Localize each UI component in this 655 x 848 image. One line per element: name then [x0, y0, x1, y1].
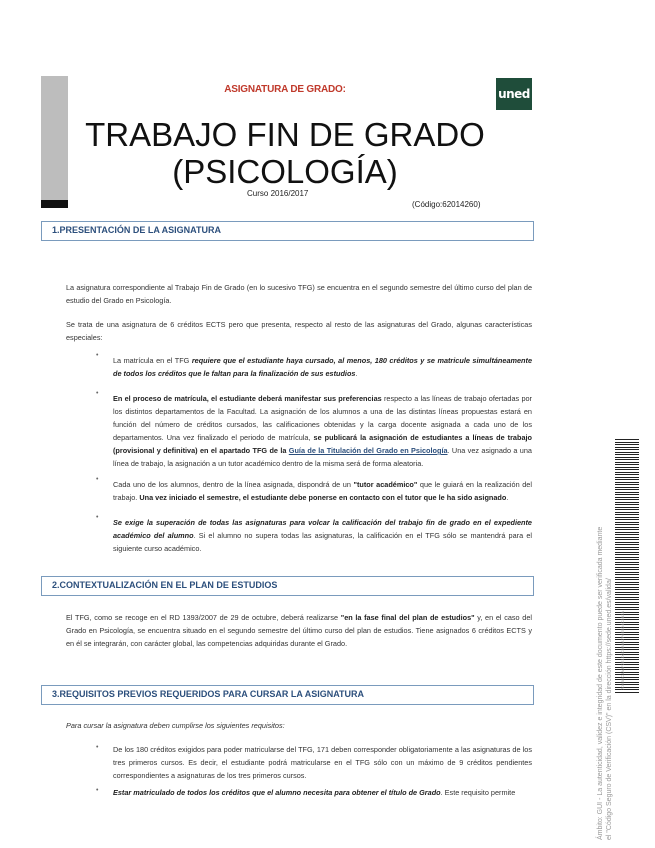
course-year: Curso 2016/2017	[247, 189, 309, 198]
subject-label: ASIGNATURA DE GRADO:	[224, 84, 346, 95]
bullet-icon: •	[96, 476, 99, 483]
section-header-requisitos	[41, 685, 534, 705]
bullet-icon: •	[96, 787, 99, 794]
section-header-presentacion	[41, 221, 534, 241]
list-item: En el proceso de matrícula, el estudiante deberá manifestar sus preferencias respecto a las líneas de trabajo ofertadas por los distintos departamentos de la Facultad. La asignación de los alumnos a una de las distintas líneas propuestas estará en función del número de créditos cursados, las calificaciones obtenidas y la carga docente asignada a cada uno de los departamentos. Una vez finalizado el periodo de matrícula, se publicará la asignación de estudiantes a líneas de trabajo (provisional y definitiva) en el apartado TFG de la Guía de la Titulación del Grado en Psicología. Una vez asignado a una línea de trabajo, la asignación a un tutor académico dentro de la misma será de forma aleatoria.	[113, 394, 532, 468]
title-line-2: (PSICOLOGÍA)	[172, 153, 398, 190]
verification-barcode	[615, 438, 639, 693]
verification-stamp-text: Ámbito: GUI - La autenticidad, validez e integridad de este documento puede ser verificada mediante el "Código Seguro de Verificación (CSV)" en la dirección https://sede.uned.es/valida/	[597, 526, 613, 840]
list-item: La matrícula en el TFG requiere que el estudiante haya cursado, al menos, 180 créditos y se matricule simultáneamente de todos los créditos que le faltan para la finalización de sus estudios.	[113, 356, 532, 378]
paragraph: La asignatura correspondiente al Trabajo Fin de Grado (en lo sucesivo TFG) se encuentra en el segundo semestre del último curso del plan de estudio del Grado en Psicología.	[66, 283, 532, 305]
section-title: 3.REQUISITOS PREVIOS REQUERIDOS PARA CURSAR LA ASIGNATURA	[52, 689, 365, 699]
section-title: 2.CONTEXTUALIZACIÓN EN EL PLAN DE ESTUDIOS	[52, 580, 278, 590]
verification-csv: 7D6B5C4A3F2E1D0C9B8A7F6E5D4C3B2A	[620, 610, 625, 690]
list-item: De los 180 créditos exigidos para poder matricularse del TFG, 171 deben corresponder obligatoriamente a las asignaturas de los tres primeros cursos. Es decir, el estudiante podrá matricularse en el TFG sólo con un máximo de 9 créditos pendientes correspondientes a asignaturas de los tres primeros cursos.	[113, 745, 532, 780]
uned-logo: uned	[496, 78, 532, 110]
list-item: Cada uno de los alumnos, dentro de la línea asignada, dispondrá de un "tutor académico" que le guiará en la realización del trabajo. Una vez iniciado el semestre, el estudiante debe ponerse en contacto con el tutor que le ha sido asignado.	[113, 480, 532, 502]
title-line-1: TRABAJO FIN DE GRADO	[85, 116, 485, 153]
list-item: Se exige la superación de todas las asignaturas para volcar la calificación del trabajo fin de grado en el expediente académico del alumno. Si el alumno no supera todas las asignaturas, la calificación en el TFG sólo se mantendrá para el siguiente curso académico.	[113, 518, 532, 553]
header-side-bar	[41, 76, 68, 208]
header-side-cap	[41, 200, 68, 208]
bullet-icon: •	[96, 514, 99, 521]
paragraph: Se trata de una asignatura de 6 créditos ECTS pero que presenta, respecto al resto de las asignaturas del Grado, algunas características especiales:	[66, 320, 532, 342]
bullet-icon: •	[96, 744, 99, 751]
page-title	[70, 116, 500, 190]
section-header-contextualizacion	[41, 576, 534, 596]
subject-code: (Código:62014260)	[412, 200, 481, 209]
guide-link[interactable]: Guía de la Titulación del Grado en Psicología	[288, 446, 448, 455]
section-title: 1.PRESENTACIÓN DE LA ASIGNATURA	[52, 225, 222, 235]
bullet-icon: •	[96, 352, 99, 359]
bullet-icon: •	[96, 390, 99, 397]
paragraph: Para cursar la asignatura deben cumplirse los siguientes requisitos:	[66, 721, 285, 730]
paragraph: El TFG, como se recoge en el RD 1393/2007 de 29 de octubre, deberá realizarse "en la fase final del plan de estudios" y, en el caso del Grado en Psicología, se encuentra situado en el segundo semestre del último curso del plan de estudios. Tiene asignados 6 créditos ECTS y en él se integrarán, con carácter global, las competencias adquiridas durante el Grado.	[66, 613, 533, 648]
list-item: Estar matriculado de todos los créditos que el alumno necesita para obtener el título de Grado. Este requisito permite	[113, 788, 516, 797]
